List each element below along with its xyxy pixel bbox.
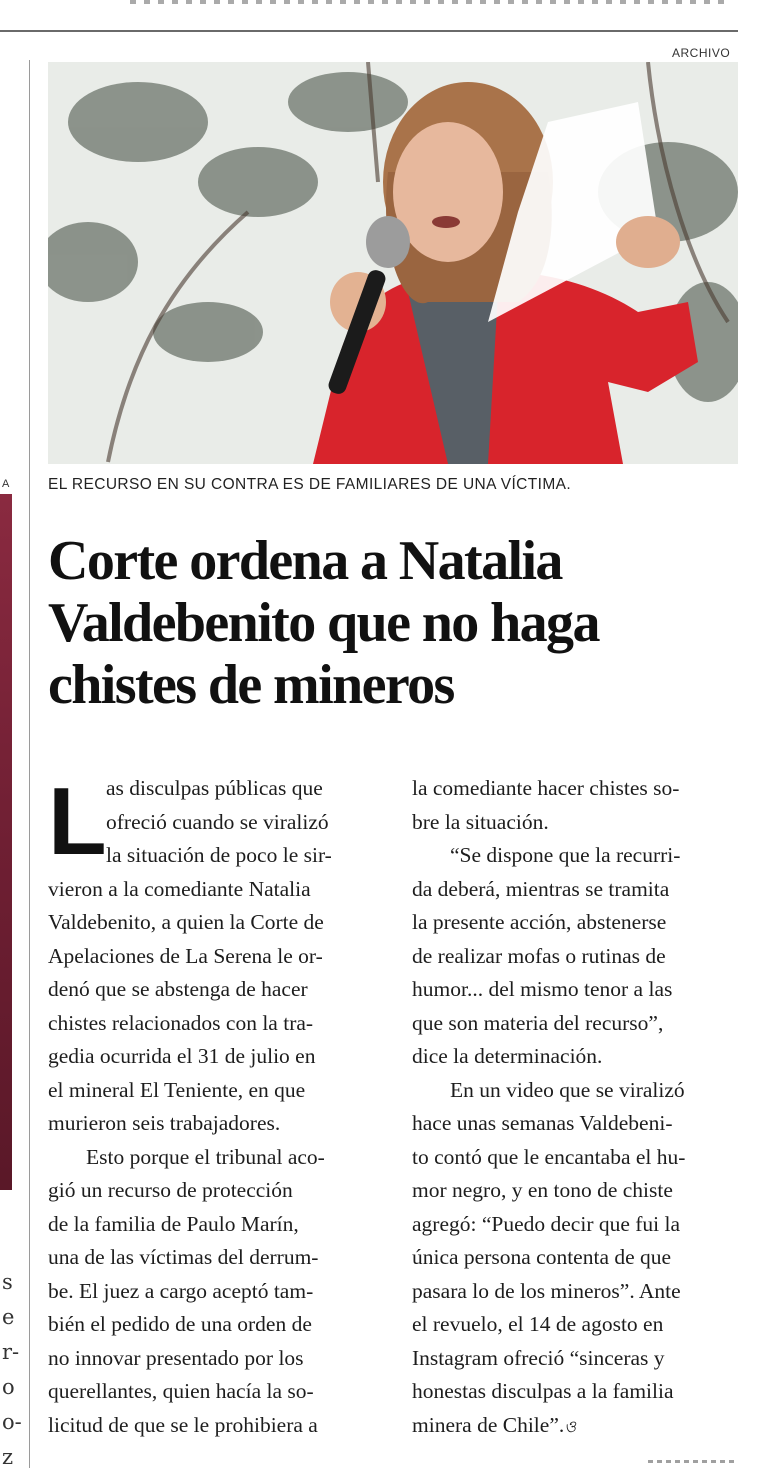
body-line: querellantes, quien hacía la so- — [48, 1379, 314, 1403]
body-line: Apelaciones de La Serena le or- — [48, 943, 323, 968]
body-line-text: minera de Chile”. — [412, 1412, 565, 1437]
left-fragment-photo — [0, 494, 12, 1190]
end-mark-icon: ও — [564, 1418, 577, 1436]
previous-article-sliver — [130, 0, 730, 4]
body-line: el revuelo, el 14 de agosto en — [412, 1312, 664, 1336]
body-line: bre la situación. — [412, 809, 549, 834]
body-line: chistes relacionados con la tra- — [48, 1010, 314, 1035]
article-photo — [48, 62, 738, 464]
body-line: gedia ocurrida el 31 de julio en — [48, 1044, 316, 1068]
body-line: el mineral El Teniente, en que — [48, 1077, 306, 1102]
left-fragment-letter: r- — [2, 1340, 20, 1364]
article-column-1 — [48, 768, 378, 1442]
drop-cap: L — [48, 768, 107, 875]
article-headline — [48, 530, 748, 716]
body-line: la presente acción, abstenerse — [412, 910, 667, 934]
body-line: Esto porque el tribunal aco- — [86, 1144, 325, 1169]
body-line: be. El juez a cargo aceptó tam- — [48, 1278, 314, 1303]
left-fragment-letter: A — [2, 478, 10, 490]
body-line: pasara lo de los mineros”. Ante — [412, 1278, 681, 1303]
left-fragment-letter: e — [2, 1305, 15, 1329]
body-line: bién el pedido de una orden de — [48, 1312, 312, 1336]
left-fragment-letter: o- — [2, 1410, 22, 1434]
body-line: to contó que le encantaba el hu- — [412, 1144, 686, 1169]
body-line: agregó: “Puedo decir que fui la — [412, 1211, 681, 1236]
left-fragment-letter: o — [2, 1375, 15, 1399]
body-line: as disculpas públicas que — [106, 776, 323, 800]
body-line: la comediante hacer chistes so- — [412, 776, 680, 800]
article-column-2 — [412, 772, 742, 1442]
body-line: En un video que se viralizó — [450, 1077, 685, 1102]
body-line: ofreció cuando se viralizó — [106, 809, 329, 834]
body-line: dice la determinación. — [412, 1044, 603, 1068]
body-line: vieron a la comediante Natalia — [48, 876, 311, 901]
body-line: única persona contenta de que — [412, 1245, 672, 1269]
body-line: la situación de poco le sir- — [106, 843, 332, 867]
body-line: honestas disculpas a la familia — [412, 1379, 674, 1403]
body-line: que son materia del recurso”, — [412, 1010, 664, 1035]
body-line: humor... del mismo tenor a las — [412, 977, 673, 1001]
body-line: murieron seis trabajadores. — [48, 1111, 281, 1135]
body-line: denó que se abstenga de hacer — [48, 977, 308, 1001]
body-line: una de las víctimas del derrum- — [48, 1245, 319, 1269]
column-divider — [29, 60, 30, 1468]
body-line: de realizar mofas o rutinas de — [412, 943, 666, 968]
body-line: da deberá, mientras se tramita — [412, 876, 670, 901]
left-fragment-text — [2, 1265, 22, 1475]
headline-line: Valdebenito que no haga — [48, 592, 599, 654]
body-line: Valdebenito, a quien la Corte de — [48, 910, 324, 934]
left-fragment-letter: s — [2, 1270, 13, 1294]
body-line: Instagram ofreció “sinceras y — [412, 1345, 665, 1370]
comedian-photo-illustration — [48, 62, 738, 464]
footer-byline-sliver — [648, 1460, 738, 1463]
body-line: “Se dispone que la recurri- — [450, 843, 681, 867]
headline-line: Corte ordena a Natalia — [48, 530, 562, 592]
body-line: gió un recurso de protección — [48, 1178, 293, 1202]
headline-line: chistes de mineros — [48, 654, 454, 716]
body-line: hace unas semanas Valdebeni- — [412, 1111, 673, 1135]
photo-credit: ARCHIVO — [672, 46, 731, 60]
body-line: de la familia de Paulo Marín, — [48, 1211, 299, 1236]
top-rule — [0, 30, 738, 32]
body-line: no innovar presentado por los — [48, 1345, 304, 1370]
photo-caption: EL RECURSO EN SU CONTRA ES DE FAMILIARES DE UNA VÍCTIMA. — [48, 476, 572, 493]
body-line: licitud de que se le prohibiera a — [48, 1412, 318, 1437]
left-fragment-letter: z — [2, 1445, 14, 1469]
body-line-last — [412, 1409, 742, 1443]
body-line: mor negro, y en tono de chiste — [412, 1178, 673, 1202]
